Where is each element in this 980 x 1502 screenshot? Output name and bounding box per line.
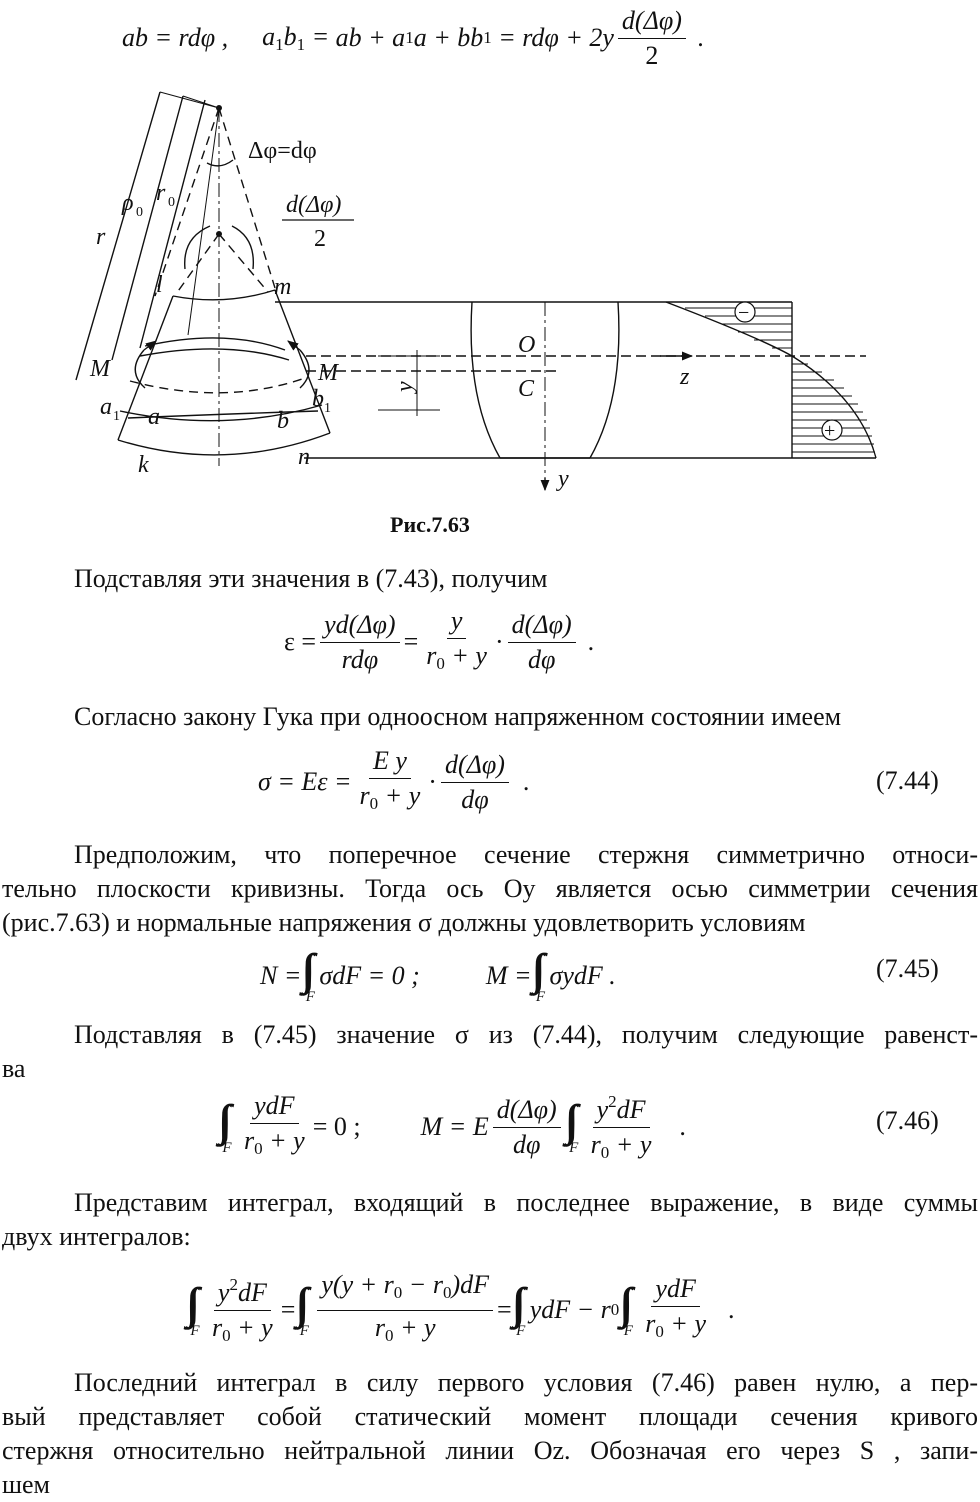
equation-7-44: σ = Eε = $\frac{\text{E y}}{r_0 + y}$ · $\frac{d(\Delta\varphi)}{d\varphi}$ . <box>258 745 530 814</box>
paragraph-3: Предположим, что поперечное сечение стержня симметрично относи- тельно плоскости кривизны. Тогда ось Oy является осью симметрии сечения (рис.7.63) и нормальные напряжения σ должны удовлетворить условиям <box>2 840 978 937</box>
label-y-dim: y <box>392 381 418 392</box>
paragraph-2: Согласно закону Гука при одноосном напряженном состоянии имеем <box>74 702 842 731</box>
figure-7-63 <box>60 88 890 500</box>
label-r0: r <box>156 180 166 206</box>
equation-integral-sum: F $\frac{y^2dF}{r_0 + y}$ = F $\frac{y(y + r_0 - r_0)dF}{r_0 + y}$ = F ydF − r 0 F $\frac{\text{ydF}}{r_0 + y}$ . <box>190 1269 735 1345</box>
label-plus: + <box>824 420 836 442</box>
paragraph-1: Подставляя эти значения в (7.43), получим <box>74 564 548 593</box>
formula-half-fraction: $\frac{d(\Delta\varphi)}{2}$ <box>618 6 686 71</box>
formula-arc-lengths: ab = rdφ , $a_1b_1$ = ab + a 1 a + bb 1 = rdφ + 2y $\frac{d(\Delta\varphi)}{2}$ . <box>122 5 705 70</box>
label-rho0: ρ <box>122 190 134 216</box>
label-k: k <box>138 452 149 478</box>
formula-sum-start: ab + a <box>335 23 406 52</box>
label-l: l <box>156 272 163 298</box>
equation-epsilon: ε = $\frac{yd(\Delta\varphi)}{\text{rdφ}}$ = $\frac{y}{r_0 + y}$ · $\frac{d(\Delta\varphi)}{d\varphi}$ . <box>284 605 595 674</box>
label-a: a <box>148 404 160 430</box>
equation-7-46: F $\frac{\text{ydF}}{r_0 + y}$ = 0 ; M = E $\frac{d(\Delta\varphi)}{d\varphi}$ F $\frac{y^2dF}{r_0 + y}$ . <box>218 1082 686 1172</box>
label-z: z <box>680 364 690 390</box>
equation-number-7-44: (7.44) <box>876 766 939 795</box>
label-n: n <box>298 444 310 470</box>
label-a1: a <box>100 394 112 420</box>
equation-number-7-46: (7.46) <box>876 1106 939 1135</box>
label-dphi: Δφ=dφ <box>248 138 317 164</box>
label-half-den: 2 <box>314 226 326 252</box>
paragraph-4: Подставляя в (7.45) значение σ из (7.44), получим следующие равенст- ва <box>2 1020 978 1083</box>
svg-text:1: 1 <box>324 401 331 416</box>
formula-sum-tail: = rdφ + 2y <box>498 23 614 52</box>
label-minus: − <box>738 302 750 324</box>
label-half-num: d(Δφ) <box>286 192 342 218</box>
svg-text:0: 0 <box>168 195 175 210</box>
paragraph-5: Представим интеграл, входящий в последнее выражение, в виде суммы двух интегралов: <box>2 1188 978 1251</box>
label-r: r <box>96 224 106 250</box>
svg-text:1: 1 <box>113 409 120 424</box>
formula-a1b1-label: $a_1b_1$ = <box>262 21 336 54</box>
formula-sum-mid: a + bb <box>413 23 484 52</box>
label-M-left: M <box>90 356 110 382</box>
label-b: b <box>277 408 289 434</box>
label-m: m <box>274 274 292 300</box>
equation-number-7-45: (7.45) <box>876 954 939 983</box>
formula-ab: ab = rdφ , <box>122 23 229 52</box>
paragraph-6: Последний интеграл в силу первого условия (7.46) равен нулю, а пер- вый представляет собой статический момент площади сечения кривого стержня относительно нейтральной линии Oz. Обозначая его через S , запи- шем <box>2 1368 978 1499</box>
equation-7-45: N = F σdF = 0 ; M = F σydF . <box>260 961 616 1005</box>
label-y-axis: y <box>558 466 569 492</box>
figure-caption: Рис.7.63 <box>390 512 470 537</box>
svg-text:0: 0 <box>136 205 143 220</box>
label-O: O <box>518 332 536 358</box>
label-b1: b <box>312 386 324 412</box>
label-M-right: M <box>318 360 338 386</box>
label-C: C <box>518 376 535 402</box>
